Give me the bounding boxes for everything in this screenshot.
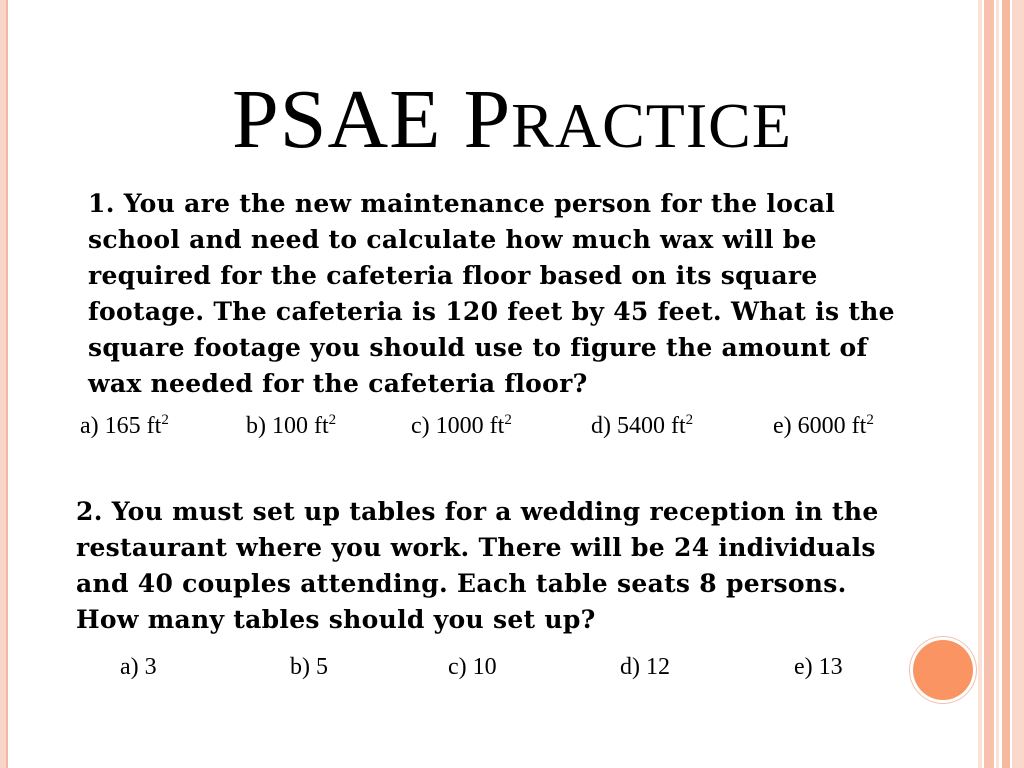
answer-option: b) 5	[290, 654, 328, 680]
answer-label: d) 5400 ft	[591, 413, 686, 439]
answer-label: c) 1000 ft	[411, 413, 505, 439]
answer-option	[591, 411, 693, 441]
answer-option: c) 10	[448, 654, 497, 680]
question-1-text: 1. You are the new maintenance person for the local school and need to calculate how much wax will be required for the cafeteria floor based on its square footage. The cafeteria is 120 feet by 45 feet. What is the square footage you should use to figure the amount of wax needed for the cafeteria floor?	[88, 189, 895, 398]
title-small-caps: RACTICE	[511, 90, 792, 161]
title-main: PSAE P	[232, 73, 512, 166]
decorative-circle	[913, 640, 973, 700]
question-1-answers	[80, 411, 940, 441]
answer-option: d) 12	[620, 654, 670, 680]
answer-superscript: 2	[328, 412, 337, 428]
answer-option	[80, 411, 169, 441]
question-2-answers	[120, 652, 880, 682]
answer-option	[773, 411, 874, 441]
answer-label: e) 6000 ft	[773, 413, 867, 439]
answer-label: b) 100 ft	[246, 413, 329, 439]
answer-option: e) 13	[794, 654, 843, 680]
slide-title	[0, 70, 1024, 176]
answer-superscript: 2	[685, 412, 694, 428]
answer-label: a) 165 ft	[80, 413, 162, 439]
answer-superscript: 2	[161, 412, 169, 428]
answer-option	[246, 411, 336, 441]
question-2-text: 2. You must set up tables for a wedding reception in the restaurant where you work. There will be 24 individuals and 40 couples attending. Each table seats 8 persons. How many tables should you set up?	[76, 497, 879, 634]
answer-superscript: 2	[504, 412, 512, 428]
answer-option: a) 3	[120, 654, 157, 680]
answer-option	[411, 411, 512, 441]
answer-superscript: 2	[866, 412, 874, 428]
